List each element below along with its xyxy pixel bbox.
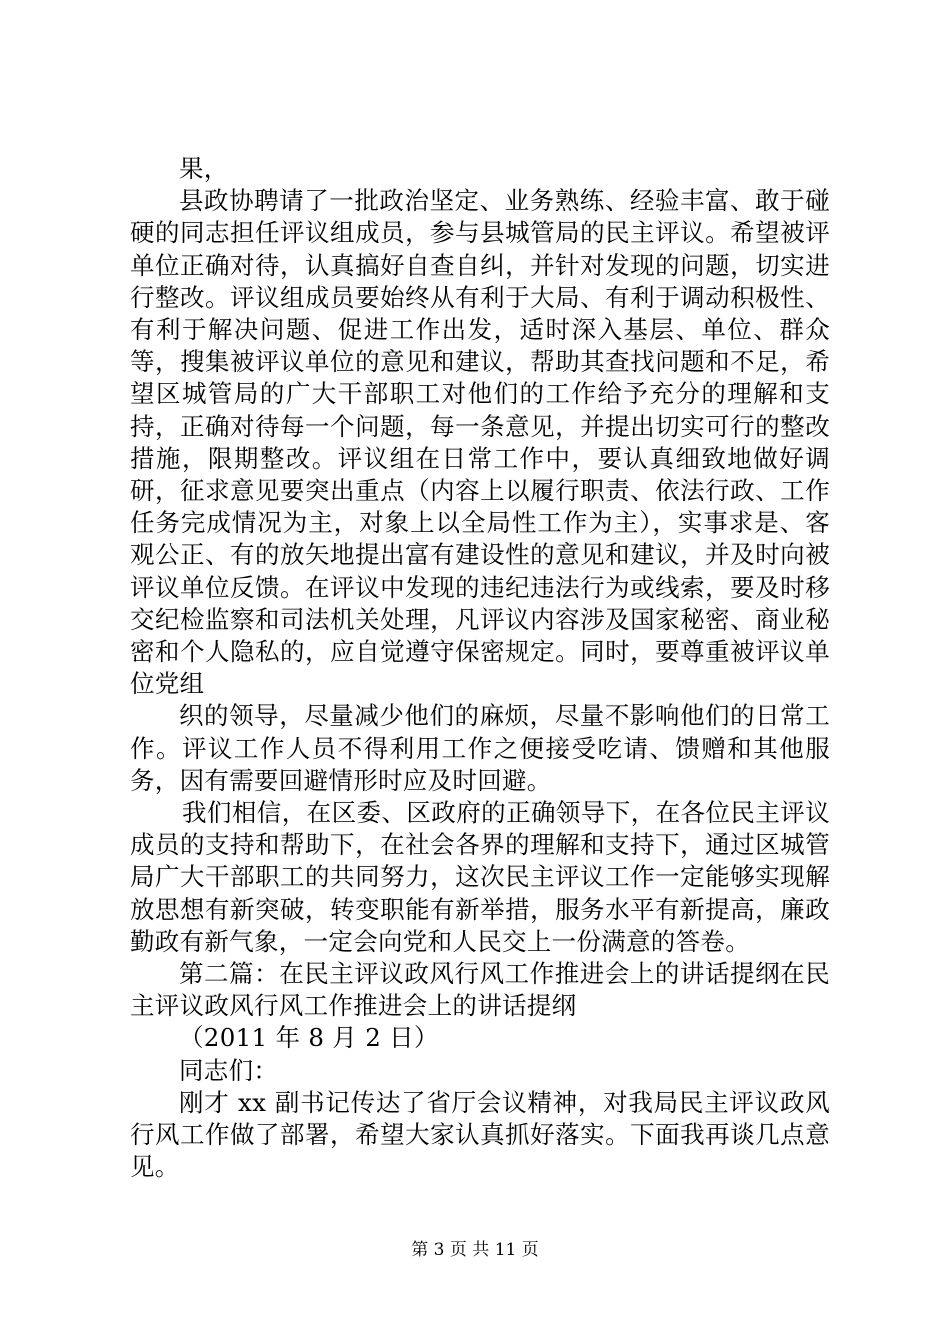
- paragraph-1: 果，: [179, 154, 229, 183]
- document-body: [130, 153, 830, 1184]
- paragraph-3: 织的领导，尽量减少他们的麻烦，尽量不影响他们的日常工作。评议工作人员不得利用工作之便接受吃请、馈赠和其他服务，因有需要回避情形时应及时回避。: [130, 701, 830, 795]
- salutation: 同志们：: [179, 1055, 279, 1085]
- paragraph-4: 我们相信，在区委、区政府的正确领导下，在各位民主评议成员的支持和帮助下，在社会各界的理解和支持下，通过区城管局广大干部职工的共同努力，这次民主评议工作一定能够实现解放思想有新突破，转变职能有新举措，服务水平有新提高，廉政勤政有新气象，一定会向党和人民交上一份满意的答卷。: [130, 798, 830, 956]
- paragraph-5: 刚才 xx 副书记传达了省厅会议精神，对我局民主评议政风行风工作做了部署，希望大家认真抓好落实。下面我再谈几点意见。: [130, 1087, 830, 1182]
- date-line: （2011 年 8 月 2 日）: [179, 1023, 439, 1053]
- section-heading: 第二篇：在民主评议政风行风工作推进会上的讲话提纲在民主评议政风行风工作推进会上的讲话提纲: [130, 959, 830, 1021]
- paragraph-2: 县政协聘请了一批政治坚定、业务熟练、经验丰富、敢于碰硬的同志担任评议组成员，参与县城管局的民主评议。希望被评单位正确对待，认真搞好自查自纠，并针对发现的问题，切实进行整改。评议组成员要始终从有利于大局、有利于调动积极性、有利于解决问题、促进工作出发，适时深入基层、单位、群众等，搜集被评议单位的意见和建议，帮助其查找问题和不足，希望区城管局的广大干部职工对他们的工作给予充分的理解和支持，正确对待每一个问题，每一条意见，并提出切实可行的整改措施，限期整改。评议组在日常工作中，要认真细致地做好调研，征求意见要突出重点（内容上以履行职责、依法行政、工作任务完成情况为主，对象上以全局性工作为主），实事求是、客观公正、有的放矢地提出富有建设性的意见和建议，并及时向被评议单位反馈。在评议中发现的违纪违法行为或线索，要及时移交纪检监察和司法机关处理，凡评议内容涉及国家秘密、商业秘密和个人隐私的，应自觉遵守保密规定。同时，要尊重被评议单位党组: [130, 186, 830, 699]
- page-footer: 第 3 页 共 11 页: [411, 1240, 539, 1260]
